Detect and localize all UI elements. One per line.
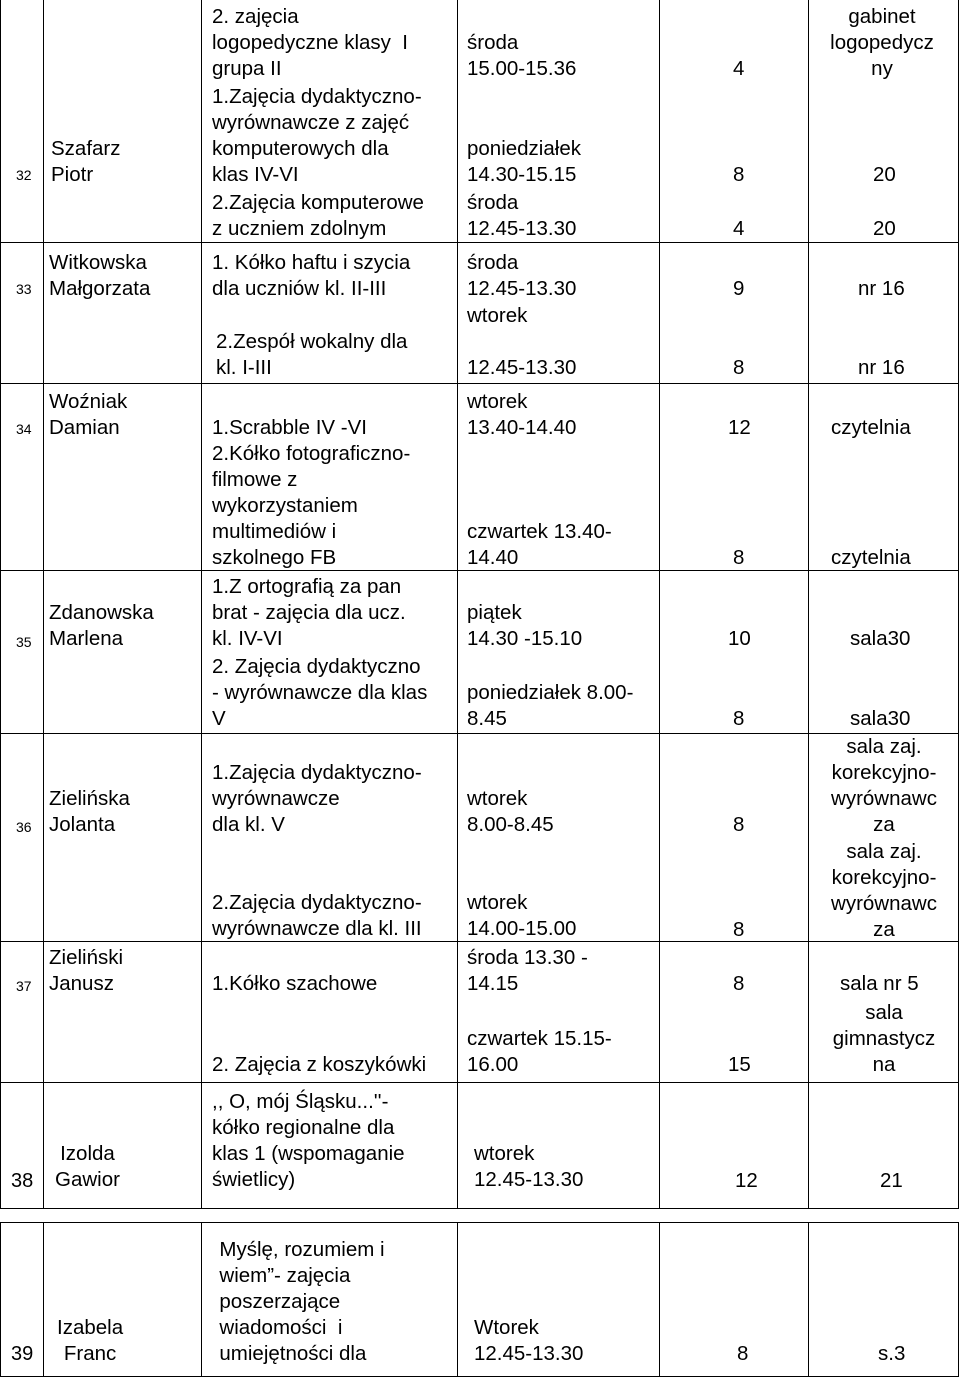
participant-count: 8: [733, 356, 745, 379]
activity-time: czwartek 15.15- 16.00: [467, 1027, 612, 1076]
column-divider-4: [659, 0, 660, 1209]
activity-name: ,, O, mój Śląsku...''- kółko regionalne dla klas 1 (wspomaganie świetlicy): [212, 1090, 405, 1191]
table2-column-divider-5: [808, 1222, 809, 1377]
participant-count: 8: [733, 163, 745, 186]
teacher-name: Izolda Gawior: [55, 1142, 120, 1191]
room: czytelnia: [831, 416, 911, 439]
activity-name: 2.Zajęcia dydaktyczno- wyrównawcze dla kl. III: [212, 891, 422, 940]
row-number: 32: [16, 167, 32, 183]
activity-time: środa 12.45-13.30: [467, 251, 577, 300]
activity-time: poniedziałek 14.30-15.15: [467, 137, 581, 186]
activity-name: 2.Zespół wokalny dla kl. I-III: [216, 330, 408, 379]
participant-count: 8: [733, 707, 745, 730]
row-number: 38: [11, 1170, 34, 1192]
participant-count: 8: [733, 972, 745, 995]
activity-time: wtorek 12.45-13.30: [467, 304, 577, 379]
activity-name: 1.Kółko szachowe: [212, 972, 378, 995]
participant-count: 12: [728, 416, 751, 439]
row-number: 36: [16, 819, 32, 835]
row-number: 33: [16, 281, 32, 297]
activity-name: 1.Z ortografią za pan brat - zajęcia dla ucz. kl. IV-VI: [212, 575, 406, 650]
room: gabinet logopedycz ny: [830, 5, 934, 80]
room: 21: [880, 1169, 903, 1192]
activity-name: 2. Zajęcia z koszykówki: [212, 1053, 427, 1076]
column-divider-1: [43, 0, 44, 1209]
activity-time: Wtorek 12.45-13.30: [474, 1316, 584, 1365]
row-number: 34: [16, 421, 32, 437]
row-divider-37-38: [0, 1082, 959, 1083]
row-divider-32-33: [0, 242, 959, 243]
activity-time: środa 12.45-13.30: [467, 191, 577, 240]
room: sala gimnastycz na: [832, 1001, 936, 1076]
table-border-left: [0, 0, 1, 1209]
participant-count: 8: [737, 1342, 749, 1365]
activity-name: 1.Zajęcia dydaktyczno- wyrównawcze dla kl. V: [212, 761, 422, 836]
activity-name: 1.Zajęcia dydaktyczno- wyrównawcze z zajęć komputerowych dla klas IV-VI: [212, 85, 422, 186]
participant-count: 15: [728, 1053, 751, 1076]
activity-time: poniedziałek 8.00- 8.45: [467, 681, 634, 730]
teacher-name: Woźniak Damian: [49, 390, 128, 439]
teacher-name: Witkowska Małgorzata: [49, 251, 151, 300]
room: 20: [873, 163, 896, 186]
activity-name: 1.Scrabble IV -VI: [212, 416, 367, 439]
table2-column-divider-1: [43, 1222, 44, 1377]
activity-name: Myślę, rozumiem i wiem”- zajęcia poszerzające wiadomości i umiejętności dla: [219, 1238, 385, 1365]
room: sala30: [850, 707, 911, 730]
row-divider-33-34: [0, 383, 959, 384]
participant-count: 9: [733, 277, 745, 300]
activity-time: środa 13.30 - 14.15: [467, 946, 588, 995]
teacher-name: Szafarz Piotr: [51, 137, 121, 186]
column-divider-3: [457, 0, 458, 1209]
room: nr 16: [858, 356, 905, 379]
table-border-bottom: [0, 1208, 959, 1209]
room: sala zaj. korekcyjno- wyrównawc za: [831, 840, 937, 941]
table2-column-divider-4: [659, 1222, 660, 1377]
activity-name: 2.Zajęcia komputerowe z uczniem zdolnym: [212, 191, 424, 240]
activity-time: czwartek 13.40- 14.40: [467, 520, 612, 569]
teacher-name: Zdanowska Marlena: [49, 601, 154, 650]
room: czytelnia: [831, 546, 911, 569]
activity-time: wtorek 12.45-13.30: [474, 1142, 584, 1191]
table2-border-right: [958, 1222, 959, 1377]
activity-name: 2. Zajęcia dydaktyczno - wyrównawcze dla klas V: [212, 655, 428, 730]
table2-border-bottom: [0, 1376, 959, 1377]
room: sala nr 5: [840, 972, 919, 995]
table2-column-divider-2: [201, 1222, 202, 1377]
activity-time: piątek 14.30 -15.10: [467, 601, 583, 650]
table2-border-left: [0, 1222, 1, 1377]
row-number: 39: [11, 1343, 34, 1365]
activity-name: 1. Kółko haftu i szycia dla uczniów kl. II-III: [212, 251, 411, 300]
activity-time: wtorek 8.00-8.45: [467, 787, 554, 836]
teacher-name: Zielińska Jolanta: [49, 787, 130, 836]
activity-name: 2. zajęcia logopedyczne klasy I grupa II: [212, 5, 409, 80]
column-divider-2: [201, 0, 202, 1209]
room: 20: [873, 217, 896, 240]
participant-count: 10: [728, 627, 751, 650]
participant-count: 4: [733, 57, 745, 80]
room: nr 16: [858, 277, 905, 300]
participant-count: 4: [733, 217, 745, 240]
participant-count: 8: [733, 813, 745, 836]
table-border-right: [958, 0, 959, 1209]
participant-count: 8: [733, 546, 745, 569]
row-number: 37: [16, 978, 32, 994]
table2-border-top: [0, 1222, 959, 1223]
activity-name: 2.Kółko fotograficzno- filmowe z wykorzystaniem multimediów i szkolnego FB: [212, 442, 411, 569]
activity-time: środa 15.00-15.36: [467, 31, 577, 80]
teacher-name: Izabela Franc: [57, 1316, 124, 1365]
participant-count: 8: [733, 918, 745, 941]
activity-time: wtorek 14.00-15.00: [467, 891, 577, 940]
room: sala30: [850, 627, 911, 650]
teacher-name: Zieliński Janusz: [49, 946, 124, 995]
column-divider-5: [808, 0, 809, 1209]
table2-column-divider-3: [457, 1222, 458, 1377]
room: s.3: [878, 1342, 906, 1365]
activity-time: wtorek 13.40-14.40: [467, 390, 577, 439]
row-number: 35: [16, 634, 32, 650]
participant-count: 12: [735, 1169, 758, 1192]
room: sala zaj. korekcyjno- wyrównawc za: [831, 735, 937, 836]
